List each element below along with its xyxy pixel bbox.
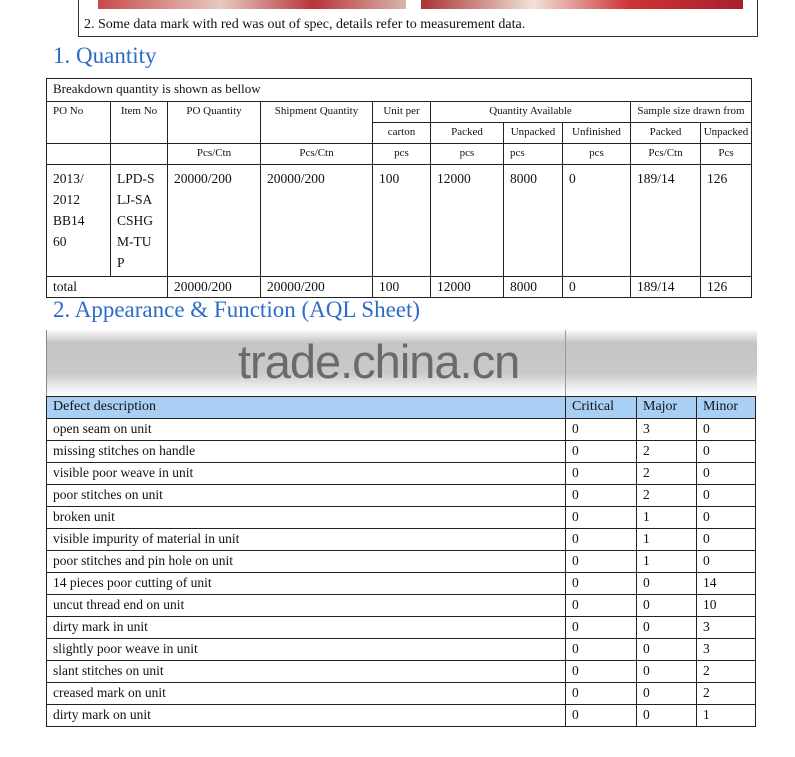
critical-count-cell: 0 — [566, 705, 637, 727]
total-sample-unpacked: 126 — [701, 277, 752, 298]
header-po-no: PO No — [47, 102, 111, 144]
major-count-cell: 0 — [637, 573, 697, 595]
major-count-cell: 0 — [637, 595, 697, 617]
header-sample-unpacked: Unpacked — [701, 123, 752, 144]
aql-table-body — [47, 419, 756, 727]
total-label: total — [47, 277, 168, 298]
defect-description-cell: poor stitches and pin hole on unit — [47, 551, 566, 573]
critical-count-cell: 0 — [566, 683, 637, 705]
major-count-cell: 2 — [637, 463, 697, 485]
critical-count-cell: 0 — [566, 507, 637, 529]
defect-description-cell: visible impurity of material in unit — [47, 529, 566, 551]
critical-count-cell: 0 — [566, 661, 637, 683]
defect-description-cell: slant stitches on unit — [47, 661, 566, 683]
major-count-cell: 0 — [637, 683, 697, 705]
table-row — [47, 419, 756, 441]
defect-description-cell: uncut thread end on unit — [47, 595, 566, 617]
defect-description-cell: missing stitches on handle — [47, 441, 566, 463]
header-item-no: Item No — [111, 102, 168, 144]
total-sample-packed: 189/14 — [631, 277, 701, 298]
item-number-line: M-TU — [117, 234, 152, 249]
major-count-cell: 0 — [637, 661, 697, 683]
critical-count-cell: 0 — [566, 639, 637, 661]
critical-count-cell: 0 — [566, 419, 637, 441]
header-unpacked: Unpacked — [504, 123, 563, 144]
item-number-line: CSHG — [117, 213, 154, 228]
quantity-table — [46, 78, 752, 298]
critical-count-cell: 0 — [566, 441, 637, 463]
item-number-line: LJ-SA — [117, 192, 153, 207]
total-shipment-quantity: 20000/200 — [261, 277, 373, 298]
major-count-cell: 0 — [637, 705, 697, 727]
table-row — [47, 463, 756, 485]
product-photo-left — [98, 0, 406, 9]
header-packed: Packed — [431, 123, 504, 144]
divider — [565, 330, 566, 396]
minor-count-cell: 2 — [697, 661, 756, 683]
watermark: trade.china.cn — [238, 335, 520, 388]
total-po-quantity: 20000/200 — [168, 277, 261, 298]
total-unfinished: 0 — [563, 277, 631, 298]
defect-description-cell: slightly poor weave in unit — [47, 639, 566, 661]
major-count-cell: 0 — [637, 639, 697, 661]
major-count-cell: 2 — [637, 441, 697, 463]
header-sample-packed: Packed — [631, 123, 701, 144]
minor-count-cell: 14 — [697, 573, 756, 595]
critical-count-cell: 0 — [566, 463, 637, 485]
packed-value: 12000 — [431, 165, 504, 277]
product-photo-right — [421, 0, 743, 9]
header-carton: carton — [373, 123, 431, 144]
major-count-cell: 0 — [637, 617, 697, 639]
table-row — [47, 485, 756, 507]
defect-description-cell: dirty mark on unit — [47, 705, 566, 727]
aql-heading: 2. Appearance & Function (AQL Sheet) — [53, 297, 421, 322]
item-number-cell — [111, 165, 168, 277]
shipment-quantity-value: 20000/200 — [261, 165, 373, 277]
defect-description-cell: 14 pieces poor cutting of unit — [47, 573, 566, 595]
unfinished-value: 0 — [563, 165, 631, 277]
minor-count-cell: 0 — [697, 463, 756, 485]
minor-count-cell: 3 — [697, 639, 756, 661]
po-number-line: BB14 — [53, 213, 85, 228]
total-packed: 12000 — [431, 277, 504, 298]
header-shipment-quantity: Shipment Quantity — [261, 102, 373, 144]
total-unpacked: 8000 — [504, 277, 563, 298]
defect-description-cell: visible poor weave in unit — [47, 463, 566, 485]
column-header-critical: Critical — [566, 397, 637, 419]
minor-count-cell: 0 — [697, 441, 756, 463]
major-count-cell: 1 — [637, 551, 697, 573]
column-header-major: Major — [637, 397, 697, 419]
po-number-line: 2012 — [53, 192, 80, 207]
header-unfinished: Unfinished — [563, 123, 631, 144]
unit-label: Pcs/Ctn — [261, 144, 373, 165]
major-count-cell: 1 — [637, 507, 697, 529]
defect-description-cell: creased mark on unit — [47, 683, 566, 705]
unit-label: Pcs/Ctn — [168, 144, 261, 165]
critical-count-cell: 0 — [566, 551, 637, 573]
header-unit-per: Unit per — [373, 102, 431, 123]
header-quantity-available: Quantity Available — [431, 102, 631, 123]
table-row — [47, 661, 756, 683]
header-sample-size: Sample size drawn from — [631, 102, 752, 123]
table-row — [47, 683, 756, 705]
table-row — [47, 595, 756, 617]
unit-label: Pcs — [701, 144, 752, 165]
po-number-cell — [47, 165, 111, 277]
total-unit-per-carton: 100 — [373, 277, 431, 298]
table-row — [47, 617, 756, 639]
unit-label: pcs — [373, 144, 431, 165]
minor-count-cell: 3 — [697, 617, 756, 639]
table-row — [47, 551, 756, 573]
aql-table — [46, 396, 756, 727]
unit-label: pcs — [504, 144, 563, 165]
minor-count-cell: 1 — [697, 705, 756, 727]
table-row — [47, 441, 756, 463]
minor-count-cell: 0 — [697, 507, 756, 529]
critical-count-cell: 0 — [566, 617, 637, 639]
item-number-line: P — [117, 255, 125, 270]
spec-note: 2. Some data mark with red was out of spec, details refer to measurement data. — [84, 17, 526, 32]
minor-count-cell: 0 — [697, 551, 756, 573]
po-number-line: 60 — [53, 234, 67, 249]
defect-description-cell: broken unit — [47, 507, 566, 529]
major-count-cell: 1 — [637, 529, 697, 551]
po-quantity-value: 20000/200 — [168, 165, 261, 277]
critical-count-cell: 0 — [566, 595, 637, 617]
table-row — [47, 705, 756, 727]
column-header-minor: Minor — [697, 397, 756, 419]
critical-count-cell: 0 — [566, 485, 637, 507]
major-count-cell: 3 — [637, 419, 697, 441]
major-count-cell: 2 — [637, 485, 697, 507]
column-header-defect: Defect description — [47, 397, 566, 419]
unit-label: pcs — [431, 144, 504, 165]
critical-count-cell: 0 — [566, 573, 637, 595]
table-row — [47, 639, 756, 661]
defect-description-cell: poor stitches on unit — [47, 485, 566, 507]
minor-count-cell: 0 — [697, 485, 756, 507]
sample-unpacked-value: 126 — [701, 165, 752, 277]
po-number-line: 2013/ — [53, 171, 84, 186]
unpacked-value: 8000 — [504, 165, 563, 277]
header-po-quantity: PO Quantity — [168, 102, 261, 144]
defect-description-cell: open seam on unit — [47, 419, 566, 441]
item-number-line: LPD-S — [117, 171, 155, 186]
minor-count-cell: 0 — [697, 529, 756, 551]
minor-count-cell: 2 — [697, 683, 756, 705]
table-row — [47, 507, 756, 529]
sample-packed-value: 189/14 — [631, 165, 701, 277]
unit-label: pcs — [563, 144, 631, 165]
table-row — [47, 529, 756, 551]
minor-count-cell: 10 — [697, 595, 756, 617]
minor-count-cell: 0 — [697, 419, 756, 441]
critical-count-cell: 0 — [566, 529, 637, 551]
table-row — [47, 573, 756, 595]
quantity-heading: 1. Quantity — [53, 43, 157, 68]
quantity-caption: Breakdown quantity is shown as bellow — [47, 79, 752, 102]
defect-description-cell: dirty mark in unit — [47, 617, 566, 639]
unit-label: Pcs/Ctn — [631, 144, 701, 165]
unit-per-carton-value: 100 — [373, 165, 431, 277]
